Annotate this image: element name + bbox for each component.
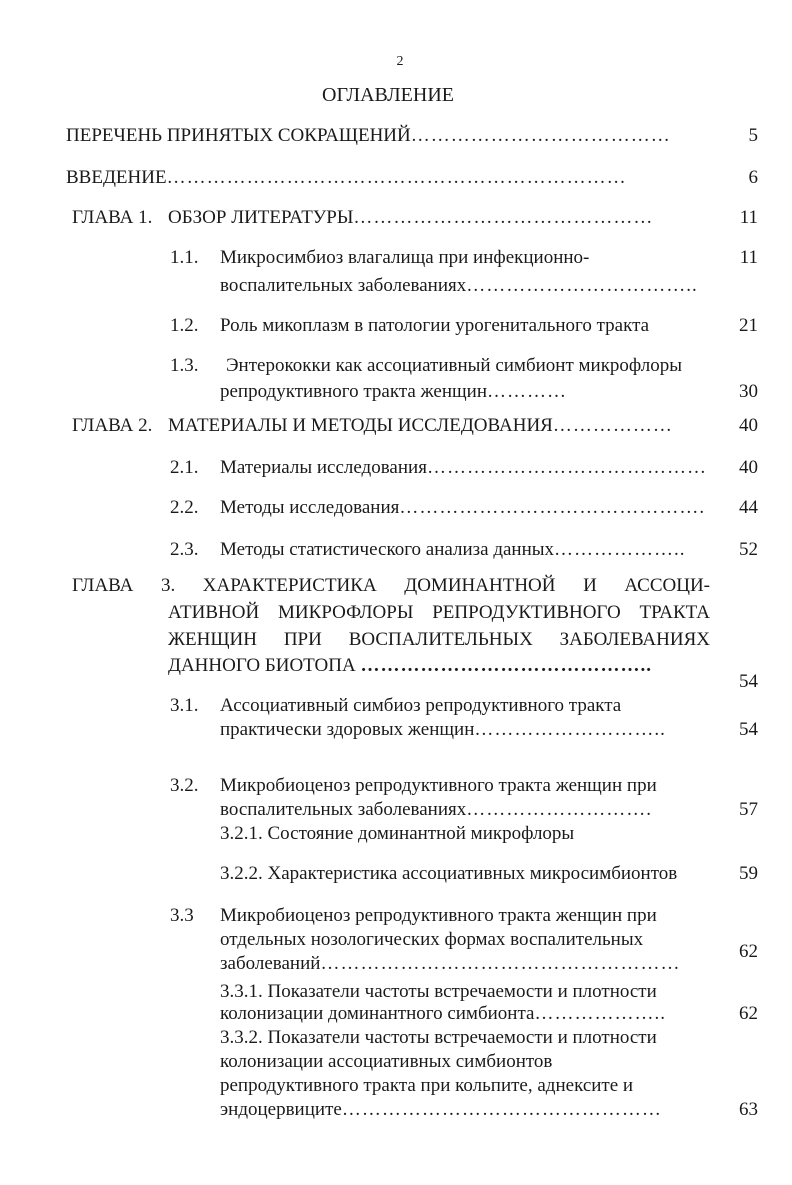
toc-entry-text: репродуктивного тракта при кольпите, аднексите и	[220, 1075, 634, 1096]
toc-page: 57	[739, 799, 758, 820]
toc-entry-text: АТИВНОЙ МИКРОФЛОРЫ РЕПРОДУКТИВНОГО ТРАКТА	[168, 602, 710, 623]
toc-entry-2-1	[220, 456, 707, 480]
toc-leader: ……………………………..	[466, 275, 698, 296]
toc-page: 54	[739, 671, 758, 692]
toc-entry-text: колонизации доминантного симбионта	[220, 1003, 535, 1024]
toc-entry-text: 3.2.1. Состояние доминантной микрофлоры	[220, 823, 575, 844]
toc-entry-3-3-line3	[220, 952, 680, 976]
toc-entry-text: Энтерококки как ассоциативный симбионт микрофлоры	[226, 355, 683, 376]
toc-page: 62	[739, 1003, 758, 1024]
toc-leader: ……………………………………………………………	[166, 167, 627, 188]
chapter-number: ГЛАВА 1.	[72, 207, 153, 228]
toc-page: 5	[748, 125, 758, 146]
toc-entry-text: Ассоциативный симбиоз репродуктивного тракта	[220, 695, 622, 716]
toc-entry-3-3-2-line4	[220, 1098, 662, 1122]
page-title: ОГЛАВЛЕНИЕ	[322, 84, 454, 106]
section-number: 3.1.	[170, 695, 199, 716]
section-number: 1.2.	[170, 315, 199, 336]
toc-entry-text: Роль микоплазм в патологии урогенитального тракта	[220, 315, 650, 336]
toc-entry-text: Методы исследования	[220, 497, 400, 518]
section-number: 2.3.	[170, 539, 199, 560]
toc-entry-2-3	[220, 538, 686, 562]
toc-entry-text: Материалы исследования	[220, 457, 427, 478]
section-number: 2.1.	[170, 457, 199, 478]
toc-leader: ………………………………………………	[320, 953, 681, 974]
section-number: 1.1.	[170, 247, 199, 268]
toc-entry-3-2-line2	[220, 798, 652, 822]
toc-page: 40	[739, 415, 758, 436]
section-number: 1.3.	[170, 355, 199, 376]
toc-leader: ………………	[552, 415, 673, 436]
toc-entry-text: 3.2.2. Характеристика ассоциативных микросимбионтов	[220, 863, 678, 884]
toc-entry-text: ВВЕДЕНИЕ	[66, 167, 167, 188]
page-number: 2	[396, 54, 404, 69]
toc-page: 62	[739, 941, 758, 962]
toc-page: 44	[739, 497, 758, 518]
toc-entry-abbreviations	[66, 124, 671, 148]
toc-leader: ……………………………………	[426, 457, 707, 478]
toc-leader: ………………………………………	[353, 207, 654, 228]
toc-entry-text: Микробиоценоз репродуктивного тракта женщин при	[220, 775, 657, 796]
chapter-number: ГЛАВА 3.	[72, 575, 176, 596]
toc-entry-text: ХАРАКТЕРИСТИКА ДОМИНАНТНОЙ И АССОЦИ-	[202, 575, 710, 596]
toc-page: 11	[739, 207, 758, 228]
toc-page: 30	[739, 381, 758, 402]
chapter-number: ГЛАВА 2.	[72, 415, 153, 436]
toc-entry-chapter-1	[168, 206, 653, 230]
toc-entry-3-3-1-line2	[220, 1002, 666, 1026]
toc-entry-1-3-line2	[220, 380, 567, 404]
toc-entry-text: Микросимбиоз влагалища при инфекционно-	[220, 247, 590, 268]
toc-leader: ……………………….	[466, 799, 652, 820]
toc-entry-text: репродуктивного тракта женщин	[220, 381, 487, 402]
toc-page: 21	[739, 315, 758, 336]
toc-entry-chapter-3-line4	[168, 654, 652, 678]
toc-entry-text: ДАННОГО БИОТОПА	[168, 655, 356, 676]
toc-entry-text: эндоцервиците	[220, 1099, 342, 1120]
toc-leader: ……………………………………….	[399, 497, 706, 518]
toc-entry-introduction	[66, 166, 627, 190]
toc-page: 40	[739, 457, 758, 478]
toc-leader: …………………………………	[410, 125, 671, 146]
toc-entry-text: 3.3.2. Показатели частоты встречаемости и плотности	[220, 1027, 657, 1048]
toc-entry-text: 3.3.1. Показатели частоты встречаемости и плотности	[220, 981, 657, 1002]
toc-entry-text: ЖЕНЩИН ПРИ ВОСПАЛИТЕЛЬНЫХ ЗАБОЛЕВАНИЯХ	[168, 629, 710, 650]
toc-page: 54	[739, 719, 758, 740]
toc-entry-text: колонизации ассоциативных симбионтов	[220, 1051, 553, 1072]
toc-entry-text: Методы статистического анализа данных	[220, 539, 555, 560]
toc-entry-text: воспалительных заболеваниях	[220, 799, 467, 820]
toc-leader: ………………..	[554, 539, 686, 560]
section-number: 3.2.	[170, 775, 199, 796]
toc-entry-text: МАТЕРИАЛЫ И МЕТОДЫ ИССЛЕДОВАНИЯ	[168, 415, 553, 436]
toc-entry-text: ОБЗОР ЛИТЕРАТУРЫ	[168, 207, 354, 228]
toc-leader: ………………..	[534, 1003, 666, 1024]
toc-entry-chapter-3	[72, 572, 710, 599]
toc-leader: ………………………..	[474, 719, 666, 740]
toc-page: 6	[748, 167, 758, 188]
toc-entry-text: ПЕРЕЧЕНЬ ПРИНЯТЫХ СОКРАЩЕНИЙ	[66, 125, 411, 146]
toc-entry-chapter-2	[168, 414, 673, 438]
toc-entry-text: практически здоровых женщин	[220, 719, 475, 740]
toc-entry-text: Микробиоценоз репродуктивного тракта женщин при	[220, 905, 657, 926]
toc-leader: …………	[487, 381, 567, 402]
toc-entry-2-2	[220, 496, 705, 520]
toc-entry-1-1-line2	[220, 274, 698, 298]
toc-leader: ……………………………………..	[360, 655, 652, 676]
toc-entry-text: заболеваний	[220, 953, 321, 974]
toc-page: 52	[739, 539, 758, 560]
toc-page: 59	[739, 863, 758, 884]
toc-page: 63	[739, 1099, 758, 1120]
toc-entry-text: отдельных нозологических формах воспалительных	[220, 929, 644, 950]
toc-leader: …………………………………………	[341, 1099, 662, 1120]
toc-entry-3-1-line2	[220, 718, 666, 742]
section-number: 3.3	[170, 905, 194, 926]
toc-entry-text: воспалительных заболеваниях	[220, 275, 467, 296]
toc-page: 11	[739, 247, 758, 268]
section-number: 2.2.	[170, 497, 199, 518]
